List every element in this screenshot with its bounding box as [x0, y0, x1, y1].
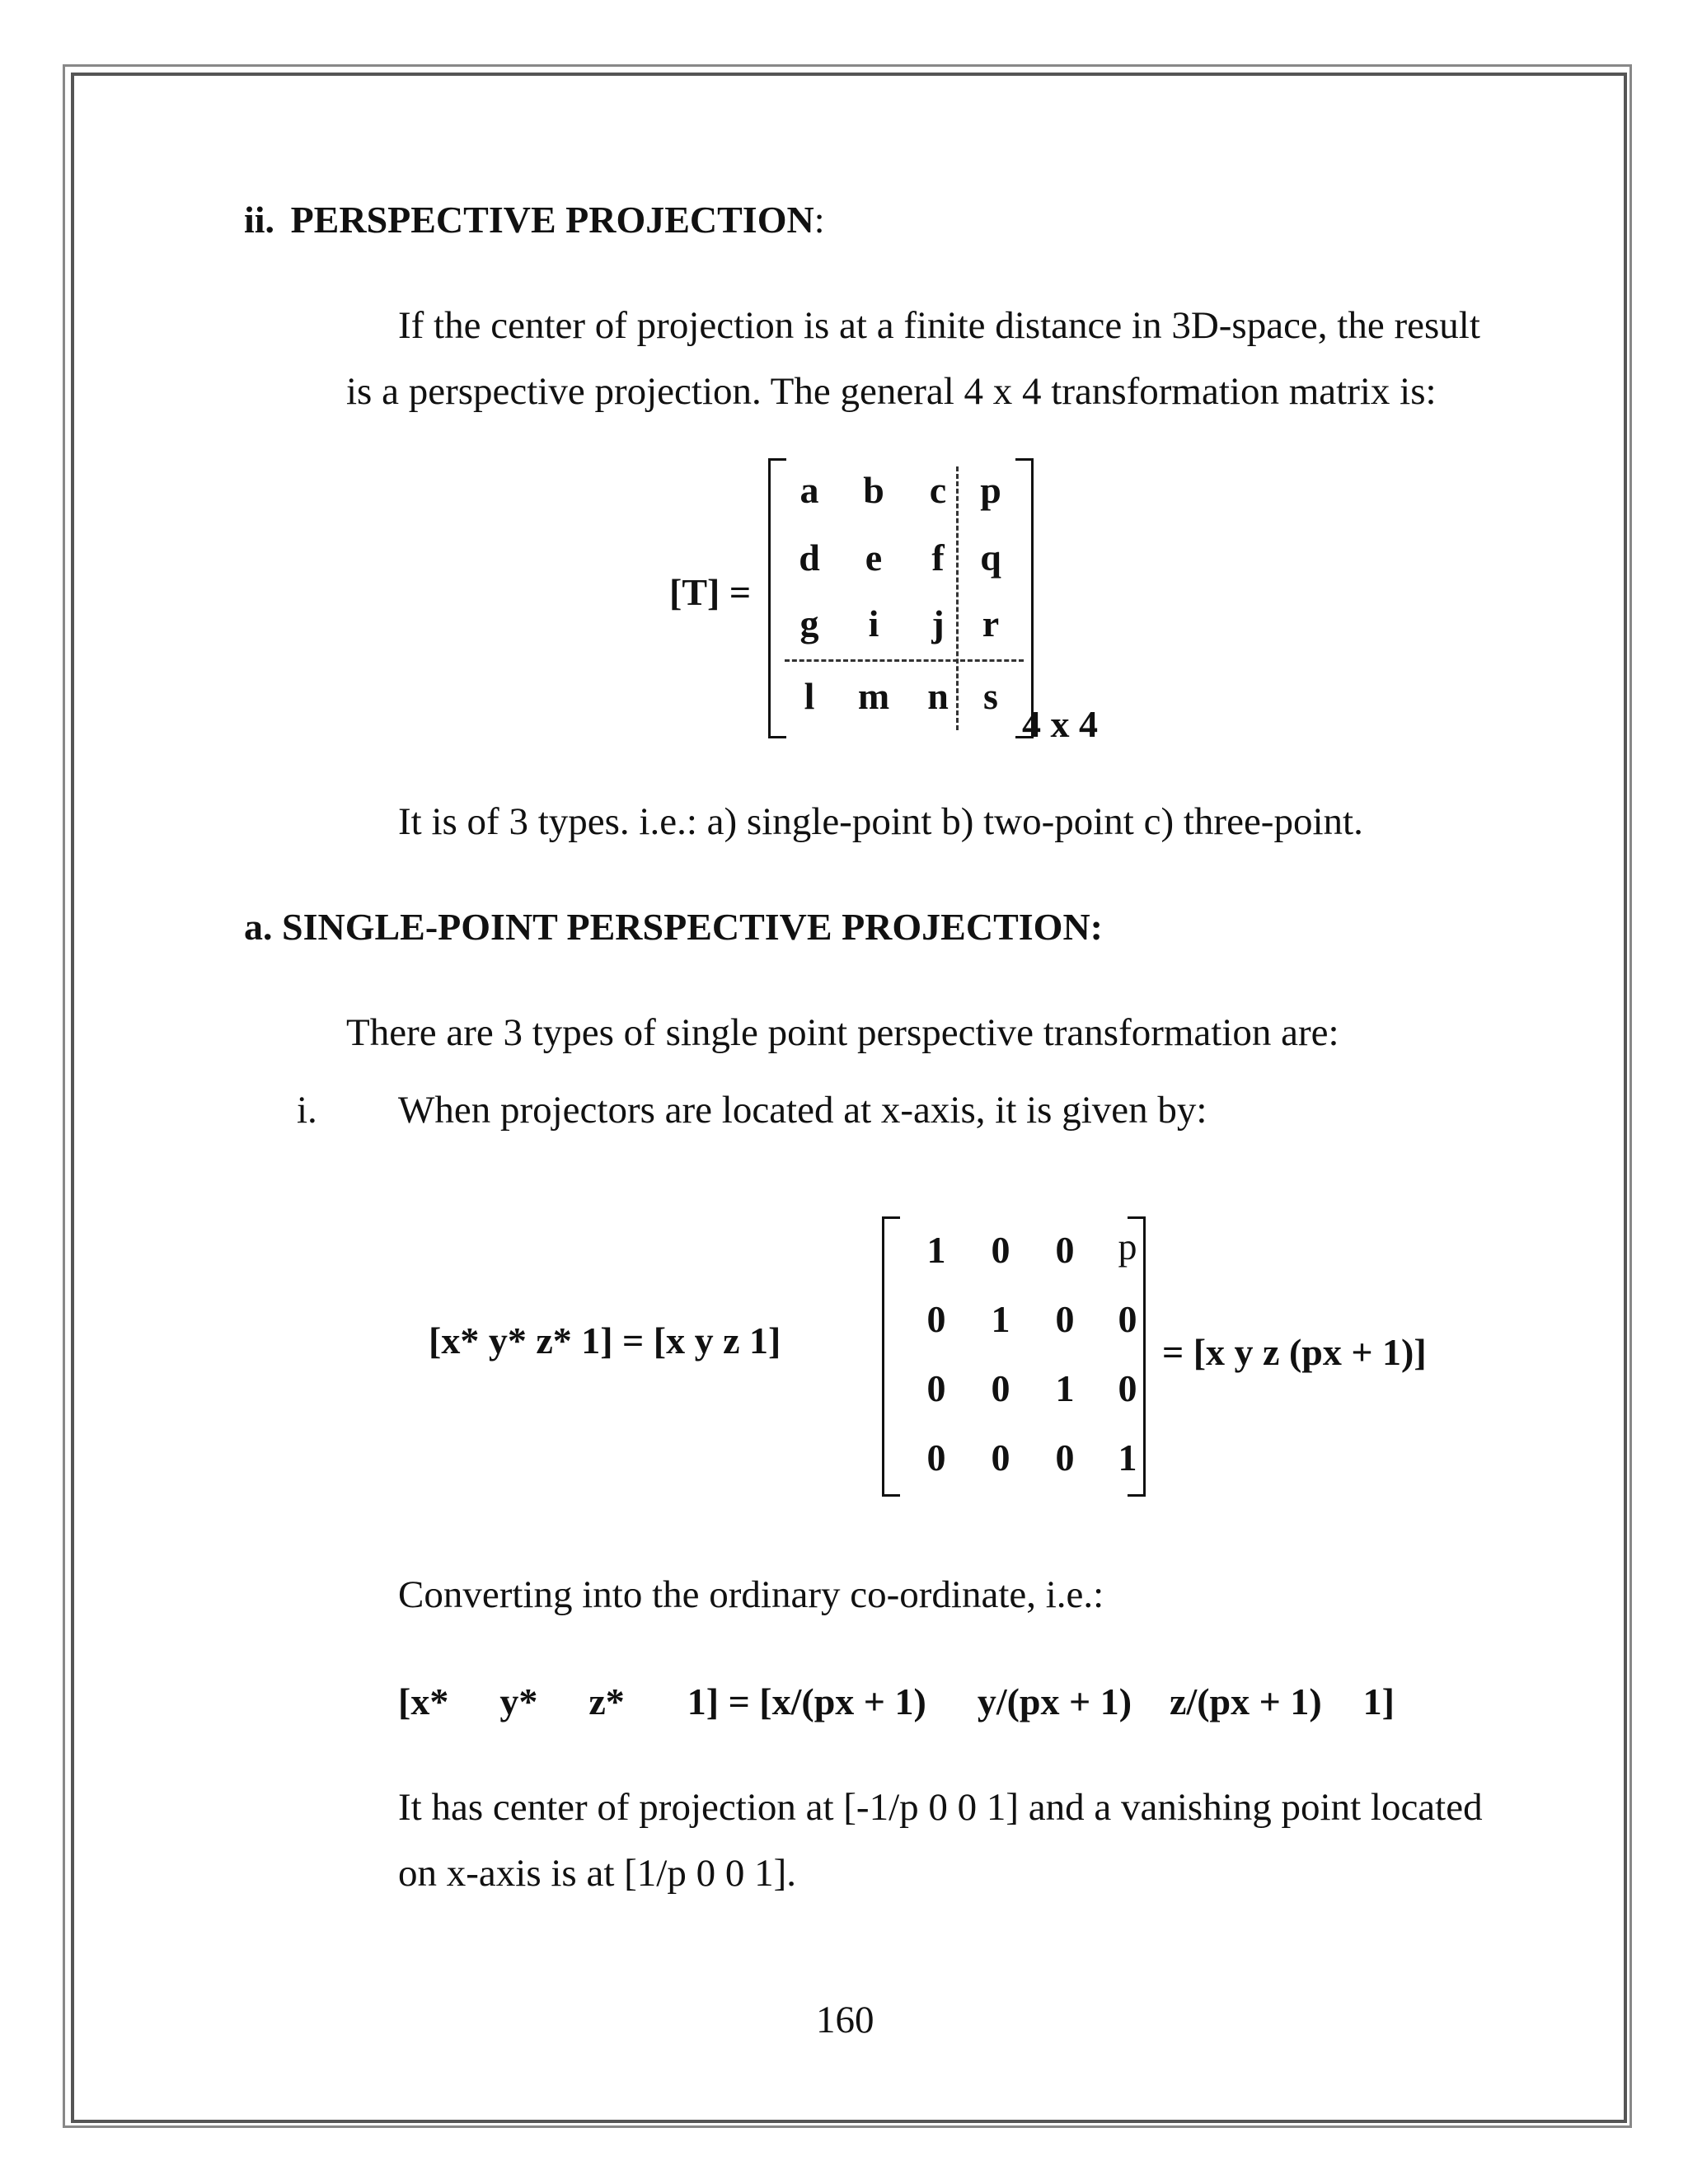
equation-matrix-cell: 0 — [926, 1436, 946, 1479]
equation-matrix-cell: 0 — [1055, 1229, 1075, 1271]
matrix-t-right-bracket — [1015, 458, 1034, 738]
converting-line: Converting into the ordinary co-ordinate, i.e.: — [398, 1573, 1104, 1616]
equation-rhs: = [x y z (px + 1)] — [1162, 1331, 1427, 1373]
section-ii-number: ii. — [244, 199, 275, 241]
para-line-1: If the center of projection is at a finite distance in 3D-space, the result — [398, 304, 1480, 347]
matrix-t-cell: s — [983, 675, 998, 717]
matrix-t-cell: m — [857, 675, 890, 717]
equation-matrix-cell: 0 — [926, 1298, 946, 1340]
ordinary-eq — [398, 1680, 1395, 1723]
item-number: i. — [297, 1089, 317, 1132]
ordinary-eq-part: 1] = [x/(px + 1) — [687, 1680, 926, 1722]
equation-matrix-cell: 0 — [991, 1367, 1010, 1409]
section-ii-colon: : — [814, 199, 825, 241]
equation-matrix-cell: 1 — [1055, 1367, 1075, 1409]
matrix-t-cell: c — [929, 469, 947, 511]
matrix-t-cell: d — [799, 537, 820, 579]
equation-matrix-cell: 0 — [991, 1229, 1010, 1271]
equation-matrix-cell: 0 — [1118, 1367, 1137, 1409]
ordinary-eq-part: z* — [588, 1680, 625, 1722]
ordinary-eq-part: [x* — [398, 1680, 449, 1722]
equation-matrix-cell: 0 — [926, 1367, 946, 1409]
equation-matrix-cell: 0 — [1055, 1298, 1075, 1340]
equation-matrix-cell: 0 — [991, 1436, 1010, 1479]
matrix-t-horizontal-divider — [785, 659, 1024, 662]
matrix-t-cell: r — [982, 602, 1000, 644]
ordinary-eq-part: 1] — [1362, 1680, 1395, 1722]
para-line-2: is a perspective projection. The general 4 x 4 transformation matrix is: — [346, 370, 1437, 413]
matrix-t-cell: i — [868, 602, 879, 644]
section-ii-title: PERSPECTIVE PROJECTION — [290, 199, 814, 241]
matrix-t-label: [T] = — [669, 571, 752, 613]
equation-matrix — [882, 1216, 1146, 1497]
matrix-t-size-label: 4 x 4 — [1022, 703, 1098, 745]
matrix-t-cell: j — [931, 602, 945, 644]
matrix-t-cell: g — [799, 602, 819, 644]
ordinary-eq-part: y* — [499, 1680, 538, 1722]
matrix-t-cell: b — [863, 469, 884, 511]
equation-matrix-cell: 1 — [991, 1298, 1010, 1340]
equation-matrix-cell: 0 — [1118, 1298, 1137, 1340]
equation-lhs: [x* y* z* 1] = [x y z 1] — [429, 1319, 781, 1361]
equation-matrix-cell: p — [1118, 1226, 1137, 1268]
matrix-t-left-bracket — [768, 458, 786, 738]
matrix-t-cell: n — [927, 675, 949, 717]
matrix-t-cell: p — [980, 469, 1001, 511]
matrix-t — [768, 458, 1034, 738]
center-line-1: It has center of projection at [-1/p 0 0 1] and a vanishing point located — [398, 1786, 1483, 1829]
equation-matrix-cell: 1 — [1118, 1436, 1137, 1479]
matrix-t-cell: q — [980, 537, 1001, 579]
equation-matrix-cell: 1 — [926, 1229, 946, 1271]
equation-matrix-cell: 0 — [1055, 1436, 1075, 1479]
matrix-t-cell: e — [865, 537, 883, 579]
section-a-intro: There are 3 types of single point perspective transformation are: — [346, 1011, 1339, 1054]
section-ii-heading — [244, 198, 825, 241]
ordinary-eq-part: z/(px + 1) — [1170, 1680, 1322, 1722]
matrix-t-cell: a — [799, 469, 819, 511]
item-text: When projectors are located at x-axis, it is given by: — [398, 1089, 1207, 1132]
section-a-heading: a. SINGLE-POINT PERSPECTIVE PROJECTION: — [244, 906, 1103, 948]
matrix-t-cell: l — [804, 675, 815, 717]
types-line: It is of 3 types. i.e.: a) single-point b) two-point c) three-point. — [398, 800, 1363, 843]
center-line-2: on x-axis is at [1/p 0 0 1]. — [398, 1852, 796, 1895]
matrix-t-cell: f — [931, 537, 945, 579]
page-number: 160 — [816, 1999, 874, 2041]
equation-matrix-left-bracket — [882, 1216, 900, 1497]
ordinary-eq-part: y/(px + 1) — [977, 1680, 1132, 1722]
